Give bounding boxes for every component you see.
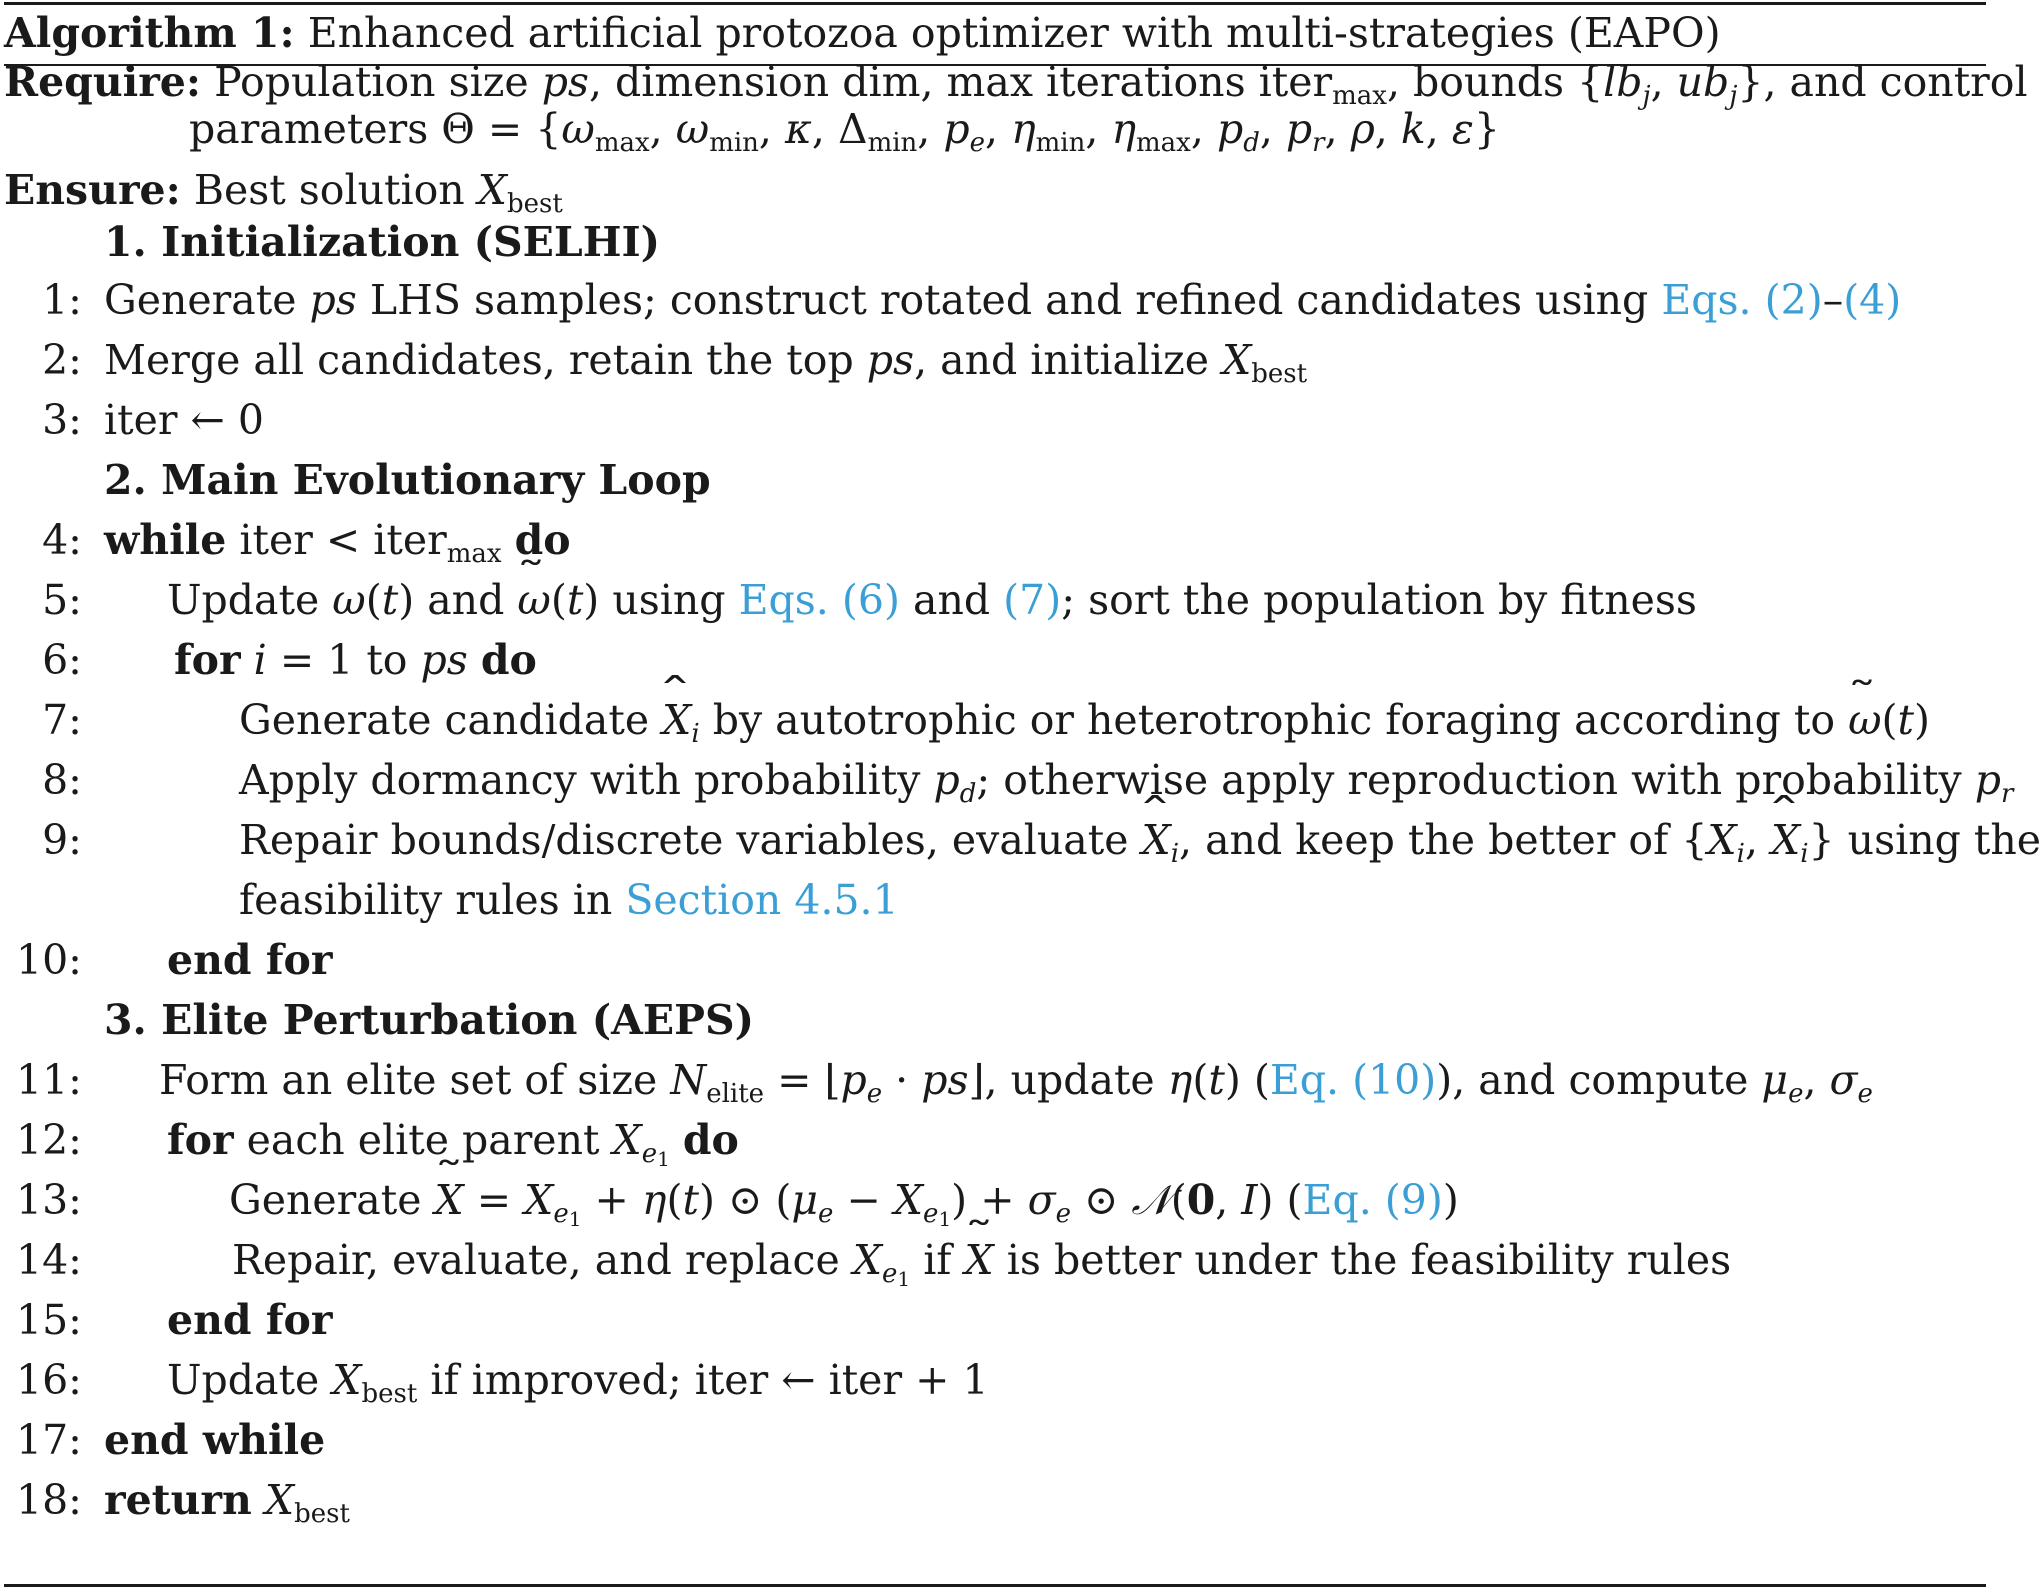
section-heading-1 [104, 212, 660, 272]
math-X: X [852, 1236, 883, 1284]
sub-i: i [1170, 839, 1180, 869]
ensure-label: Ensure: [4, 166, 181, 214]
require-text: parameters Θ = { [189, 105, 562, 153]
sub-1: 1 [568, 1207, 582, 1231]
math-rho: ρ [1350, 105, 1375, 153]
math-N: N [670, 1056, 707, 1104]
sub-best: best [361, 1379, 418, 1409]
step-line-8 [239, 750, 2013, 810]
paren: ( [1286, 1176, 1303, 1224]
keyword-do: do [480, 636, 537, 684]
section-title: 1. Initialization (SELHI) [104, 218, 661, 266]
step-line-9 [239, 810, 2041, 870]
eq-link[interactable]: Eq. (10) [1269, 1056, 1437, 1104]
text: Merge all candidates, retain the top [104, 336, 854, 384]
section-heading-2 [104, 450, 711, 510]
text: , and initialize [914, 336, 1210, 384]
comma: , [1650, 58, 1677, 106]
math-p: p [943, 105, 970, 153]
math-delta: Δ [837, 105, 868, 153]
paren: ) [1257, 1176, 1274, 1224]
step-line-4 [104, 510, 571, 570]
math-p: p [1974, 756, 2001, 804]
sub-max: max [594, 128, 650, 158]
math-X: X [1707, 816, 1737, 864]
math-ps: ps [420, 636, 468, 684]
paren: ( [1170, 1176, 1187, 1224]
text: feasibility rules in [239, 876, 613, 924]
math-eps: ε [1451, 105, 1474, 153]
brace-close: } [1473, 105, 1500, 153]
paren: ( [550, 576, 567, 624]
text: Form an elite set of size [159, 1056, 658, 1104]
math-eta: η [1011, 105, 1036, 153]
step-line-15 [167, 1290, 332, 1350]
step-line-3 [104, 390, 264, 450]
line-number: 11: [16, 1056, 82, 1104]
math-t: t [1208, 1056, 1225, 1104]
step-line-2 [104, 330, 1307, 390]
paren: ( [1192, 1056, 1209, 1104]
keyword-for: for [174, 636, 241, 684]
math-t: t [1897, 696, 1914, 744]
sub-e: e [553, 1199, 569, 1229]
comma: , [1803, 1056, 1830, 1104]
text: , and keep the better of { [1179, 816, 1708, 864]
comma: , [1190, 105, 1217, 153]
sub-e: e [866, 1079, 883, 1109]
text: Update [167, 1356, 320, 1404]
comma: , [1425, 105, 1452, 153]
line-number: 4: [42, 516, 82, 564]
math-X: X [264, 1476, 295, 1524]
sub-min: min [1035, 128, 1086, 158]
math-i: i [253, 636, 267, 684]
text: if [923, 1236, 952, 1284]
sub-e: e [1055, 1199, 1071, 1229]
math-t: t [381, 576, 399, 624]
math-I: I [1241, 1176, 1258, 1224]
text: LHS samples; construct rotated and refined candidates using [369, 276, 1649, 324]
text: ) using [583, 576, 726, 624]
text: = ⌊ [777, 1056, 841, 1104]
minus: − [833, 1176, 894, 1224]
text: ⌋, update [968, 1056, 1155, 1104]
sub-1: 1 [938, 1207, 952, 1231]
require-text: , bounds { [1386, 58, 1604, 106]
plus: + [967, 1176, 1028, 1224]
sub-i: i [691, 719, 700, 749]
ensure-text: Best solution [193, 166, 465, 214]
section-link[interactable]: Section 4.5.1 [625, 876, 899, 924]
ensure-line [4, 160, 563, 220]
caption-text: Enhanced artificial protozoa optimizer with multi-strategies (EAPO) [307, 9, 1721, 57]
text: Generate candidate [239, 696, 650, 744]
comma: , [1374, 105, 1401, 153]
text: Apply dormancy with probability [239, 756, 921, 804]
comma: , [758, 105, 785, 153]
line-number: 7: [42, 696, 82, 744]
line-number: 10: [16, 936, 82, 984]
step-line-11 [159, 1050, 1873, 1110]
paren: ( [1881, 696, 1898, 744]
line-number: 8: [42, 756, 82, 804]
text: Repair, evaluate, and replace [232, 1236, 840, 1284]
text: = 1 to [279, 636, 408, 684]
odot: ⊙ [714, 1176, 776, 1224]
math-omega: ω [561, 105, 595, 153]
keyword-end-while: end while [104, 1416, 326, 1464]
sub-r: r [2000, 779, 2014, 809]
sub-e: e [969, 128, 985, 158]
math-X: X [893, 1176, 924, 1224]
math-omega-tilde: ˜ ω [517, 570, 550, 630]
line-number: 9: [42, 816, 82, 864]
sub-best: best [506, 189, 563, 219]
math-t: t [566, 576, 584, 624]
comma: , [649, 105, 676, 153]
text: by autotrophic or heterotrophic foraging according to [712, 696, 1836, 744]
keyword-do: do [514, 516, 571, 564]
text: } using the [1808, 816, 2041, 864]
step-line-13 [229, 1170, 1459, 1230]
text: ), and compute [1436, 1056, 1749, 1104]
section-heading-3 [104, 990, 754, 1050]
step-line-1 [104, 270, 1901, 330]
text: ; sort the population by fitness [1061, 576, 1697, 624]
math-zero: 0 [1186, 1176, 1216, 1224]
math-X: X [524, 1176, 554, 1224]
step-line-18 [104, 1470, 350, 1530]
text: ) and [398, 576, 505, 624]
step-line-17 [104, 1410, 325, 1470]
math-kappa: κ [784, 105, 812, 153]
math-mu: μ [791, 1176, 819, 1224]
sub-max: max [446, 539, 502, 569]
sub-e: e [818, 1199, 834, 1229]
comma: , [1259, 105, 1286, 153]
text: Generate [104, 276, 297, 324]
math-X-hat: ˆ X [662, 690, 691, 750]
step-line-10 [167, 930, 332, 990]
line-number: 3: [42, 396, 82, 444]
comma: , [1215, 1176, 1242, 1224]
math-X: X [332, 1356, 362, 1404]
sub-i: i [1736, 839, 1745, 869]
section-title: 2. Main Evolutionary Loop [104, 456, 711, 504]
sub-max: max [1136, 128, 1191, 158]
sub-e: e [923, 1199, 939, 1229]
line-number: 14: [16, 1236, 82, 1284]
section-title: 3. Elite Perturbation (AEPS) [104, 996, 755, 1044]
text: iter ← 0 [104, 396, 264, 444]
math-X: X [612, 1116, 642, 1164]
math-ps: ps [541, 58, 589, 106]
sub-e: e [1857, 1079, 1873, 1109]
step-line-9-cont [239, 870, 899, 930]
sub-d: d [959, 779, 977, 809]
paren: ) [1442, 1176, 1459, 1224]
keyword-return: return [104, 1476, 252, 1524]
sub-min: min [867, 128, 918, 158]
text: Repair bounds/discrete variables, evaluate [239, 816, 1129, 864]
text: iter < iter [239, 516, 447, 564]
comma: , [917, 105, 944, 153]
step-line-6 [174, 630, 537, 690]
math-p: p [840, 1056, 867, 1104]
line-number: 12: [16, 1116, 82, 1164]
eq-link[interactable]: (4) [1843, 276, 1902, 324]
line-number: 13: [16, 1176, 82, 1224]
math-mu: μ [1761, 1056, 1789, 1104]
math-sigma: σ [1027, 1176, 1056, 1224]
line-number: 5: [42, 576, 82, 624]
paren: ( [365, 576, 382, 624]
math-omega-tilde: ˜ ω [1848, 690, 1881, 750]
keyword-while: while [104, 516, 227, 564]
math-p: p [1285, 105, 1313, 153]
math-X: X [477, 166, 507, 214]
comma: , [985, 105, 1012, 153]
line-number: 6: [42, 636, 82, 684]
text: ; otherwise apply reproduction with probability [976, 756, 1962, 804]
require-line-2 [189, 99, 1500, 159]
line-number: 18: [16, 1476, 82, 1524]
sub-best: best [294, 1499, 350, 1529]
line-number: 17: [16, 1416, 82, 1464]
comma: , [811, 105, 838, 153]
math-eta: η [641, 1176, 667, 1224]
paren: ) ( [1224, 1056, 1270, 1104]
math-ps: ps [309, 276, 357, 324]
line-number: 1: [42, 276, 82, 324]
math-X: X [1222, 336, 1252, 384]
sub-best: best [1251, 359, 1308, 389]
text: Update [167, 576, 320, 624]
plus: + [581, 1176, 642, 1224]
math-X-tilde: ˜ X [435, 1170, 464, 1230]
sub-min: min [709, 128, 759, 158]
math-t: t [682, 1176, 699, 1224]
keyword-do: do [682, 1116, 739, 1164]
eq-link[interactable]: Eqs. (2) [1661, 276, 1823, 324]
sub-i: i [1800, 839, 1809, 869]
math-normal: 𝒩 [1131, 1176, 1171, 1224]
step-line-5 [167, 570, 1697, 630]
cdot: · [882, 1056, 922, 1104]
sub-d: d [1243, 128, 1260, 158]
text: each elite parent [246, 1116, 600, 1164]
math-sigma: σ [1829, 1056, 1858, 1104]
require-text: }, and control [1737, 58, 2028, 106]
step-line-14 [232, 1230, 1731, 1290]
line-number: 2: [42, 336, 82, 384]
math-ub: ub [1676, 58, 1730, 106]
eq-link[interactable]: Eqs. (6) [738, 576, 900, 624]
math-p: p [933, 756, 960, 804]
step-line-16 [167, 1350, 989, 1410]
paren: ) [951, 1176, 968, 1224]
dash: – [1822, 276, 1844, 324]
sub-e: e [882, 1259, 898, 1289]
sub-r: r [1312, 128, 1325, 158]
math-k: k [1400, 105, 1426, 153]
paren: ) [698, 1176, 715, 1224]
comma: , [1324, 105, 1351, 153]
comma: , [1744, 816, 1772, 864]
keyword-end-for: end for [167, 936, 333, 984]
eq-link[interactable]: Eq. (9) [1302, 1176, 1443, 1224]
sub-j: j [1642, 81, 1651, 111]
line-number: 15: [16, 1296, 82, 1344]
paren: ) [1914, 696, 1930, 744]
sub-e: e [1788, 1079, 1804, 1109]
text: and [913, 576, 991, 624]
comma: , [1085, 105, 1112, 153]
math-omega: ω [332, 576, 366, 624]
math-X-tilde: ˜ X [965, 1230, 994, 1290]
step-line-7 [239, 690, 1930, 750]
odot: ⊙ [1070, 1176, 1132, 1224]
sub-j: j [1729, 81, 1738, 111]
math-omega: ω [675, 105, 710, 153]
text: is better under the feasibility rules [1006, 1236, 1732, 1284]
equals: = [463, 1176, 525, 1224]
math-eta: η [1167, 1056, 1193, 1104]
keyword-end-for: end for [167, 1296, 333, 1344]
math-X-hat: ˆ X [1142, 810, 1171, 870]
math-X-hat: ˆ X [1771, 810, 1800, 870]
math-eta: η [1111, 105, 1137, 153]
require-text: Population size [214, 58, 529, 106]
bottom-rule [4, 1584, 1986, 1587]
sub-elite: elite [706, 1079, 765, 1109]
math-p: p [1216, 105, 1244, 153]
sub-max: max [1332, 81, 1387, 111]
keyword-for: for [167, 1116, 234, 1164]
text: Generate [229, 1176, 422, 1224]
eq-link[interactable]: (7) [1003, 576, 1062, 624]
text: if improved; iter ← iter + 1 [430, 1356, 989, 1404]
math-ps: ps [921, 1056, 969, 1104]
sub-1: 1 [657, 1147, 670, 1171]
sub-e: e [641, 1139, 658, 1169]
require-text: , dimension dim, max iterations iter [588, 58, 1333, 106]
paren: ( [666, 1176, 683, 1224]
caption-label: Algorithm 1: [4, 9, 295, 57]
math-ps: ps [866, 336, 915, 384]
math-lb: lb [1603, 58, 1643, 106]
sub-1: 1 [897, 1267, 911, 1291]
require-label: Require: [4, 58, 202, 106]
line-number: 16: [16, 1356, 82, 1404]
paren: ( [775, 1176, 792, 1224]
